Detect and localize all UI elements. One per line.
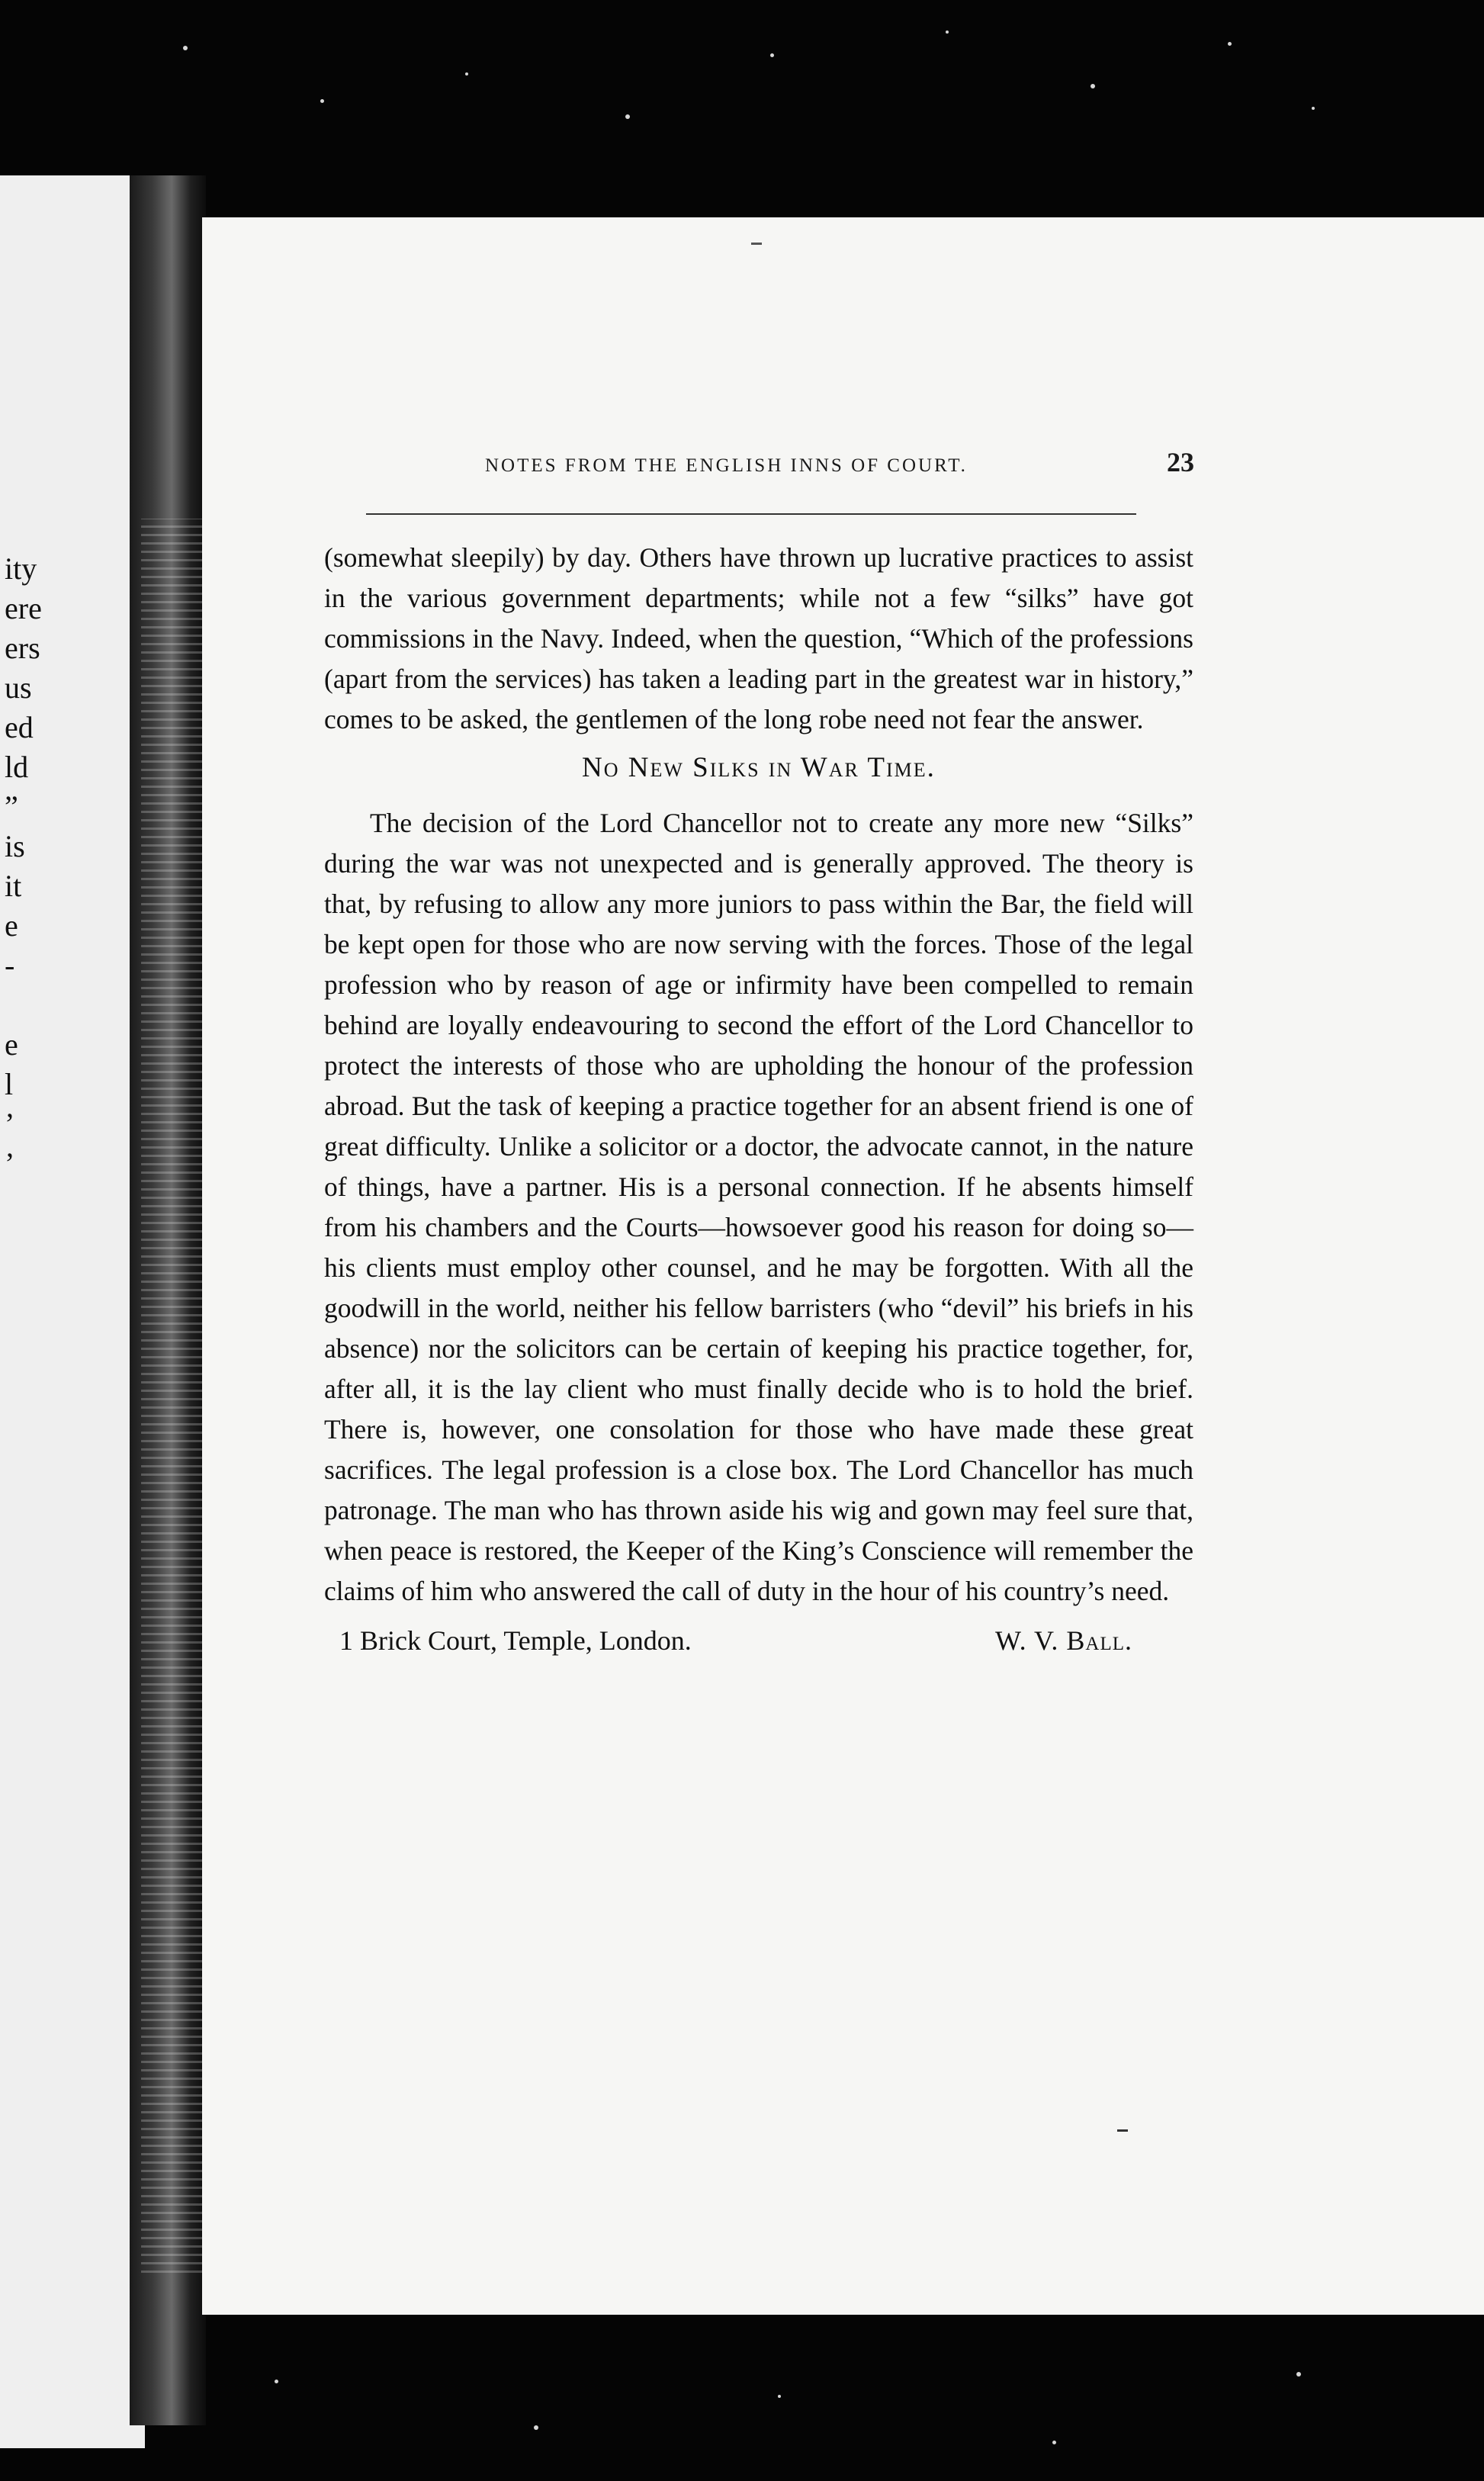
fragment: l [5, 1067, 14, 1101]
page-number: 23 [1167, 447, 1194, 477]
scan-speck [1228, 42, 1232, 46]
fragment: ” [5, 789, 18, 824]
fragment: ’ [5, 1107, 15, 1141]
running-head [279, 446, 1194, 478]
scan-speck [778, 2395, 781, 2398]
scan-speck [1052, 2441, 1056, 2444]
binding-gutter-texture [141, 519, 202, 2273]
fragment: ity [5, 551, 37, 586]
scan-speck [625, 114, 630, 119]
scan-speck [183, 46, 188, 50]
fragment: us [5, 670, 32, 705]
scan-speck [1312, 107, 1315, 110]
scan-speck [1296, 2372, 1301, 2377]
fragment: - [5, 948, 15, 982]
paragraph: The decision of the Lord Chancellor not to create any more new “Silks” during the war was not unexpected and is generally approved. The theory is that, by refusing to allow any more juniors to pass within the Bar, the field will be kept open for those who are now serving with the forces. Those of the legal profession who by reason of age or infirmity have been compelled to remain behind are loyally endeavouring to second the effort of the Lord Chancellor to protect the interests of those who are upholding the honour of the profession abroad. But the task of keeping a practice together for an absent friend is one of great difficulty. Unlike a solicitor or a doctor, the advocate cannot, in the nature of things, have a partner. His is a personal connection. If he absents himself from his chambers and the Courts—howsoever good his reason for doing so—his clients must employ other counsel, and he may be forgotten. With all the goodwill in the world, neither his fellow barristers (who “devil” his briefs in his absence) nor the solicitors can be certain of keeping his practice together, for, after all, it is the lay client who must finally decide who is to hold the brief. There is, however, one consolation for those who have made these great sacrifices. The legal profession is a close box. The Lord Chancellor has much patronage. The man who has thrown aside his wig and gown may feel sure that, when peace is restored, the Keeper of the King’s Conscience will remember the claims of him who answered the call of duty in the hour of his country’s need. [324, 808, 1193, 1606]
fragment: e [5, 908, 18, 943]
paragraph: (somewhat sleepily) by day. Others have thrown up lucrative practices to assist in the various government departments; while not a few “silks” have got commissions in the Navy. Indeed, when the question, “Which of the professions (apart from the services) has taken a leading part in the greatest war in history,” comes to be asked, the gentlemen of the long robe need not fear the answer. [324, 542, 1193, 734]
scan-speck [320, 99, 324, 103]
signature-address: 1 Brick Court, Temple, London. [339, 1625, 692, 1656]
previous-page-text-fragments [5, 549, 66, 1184]
fragment: ed [5, 710, 34, 744]
body-text [324, 538, 1193, 1661]
signature-block [324, 1621, 1193, 1661]
fragment: it [5, 869, 22, 903]
fragment: ers [5, 631, 40, 665]
running-head-title: NOTES FROM THE ENGLISH INNS OF COURT. [485, 455, 968, 476]
fragment: e [5, 1027, 18, 1062]
fragment: ld [5, 750, 29, 784]
section-heading: No New Silks in War Time. [582, 752, 936, 783]
fragment: is [5, 829, 25, 863]
fragment [5, 985, 66, 1025]
scan-speck [534, 2425, 538, 2430]
previous-page-edge [0, 175, 145, 2448]
scan-speck [770, 53, 774, 57]
stray-mark [1117, 2129, 1128, 2132]
signature-author: W. V. Ball. [995, 1625, 1132, 1656]
scan-speck [946, 31, 949, 34]
header-rule [366, 513, 1136, 515]
scan-speck [465, 72, 468, 76]
scan-speck [1091, 84, 1095, 88]
scan-speck [275, 2380, 278, 2383]
stray-mark [751, 243, 762, 245]
fragment: ’ [5, 1146, 15, 1181]
fragment: ere [5, 591, 42, 625]
